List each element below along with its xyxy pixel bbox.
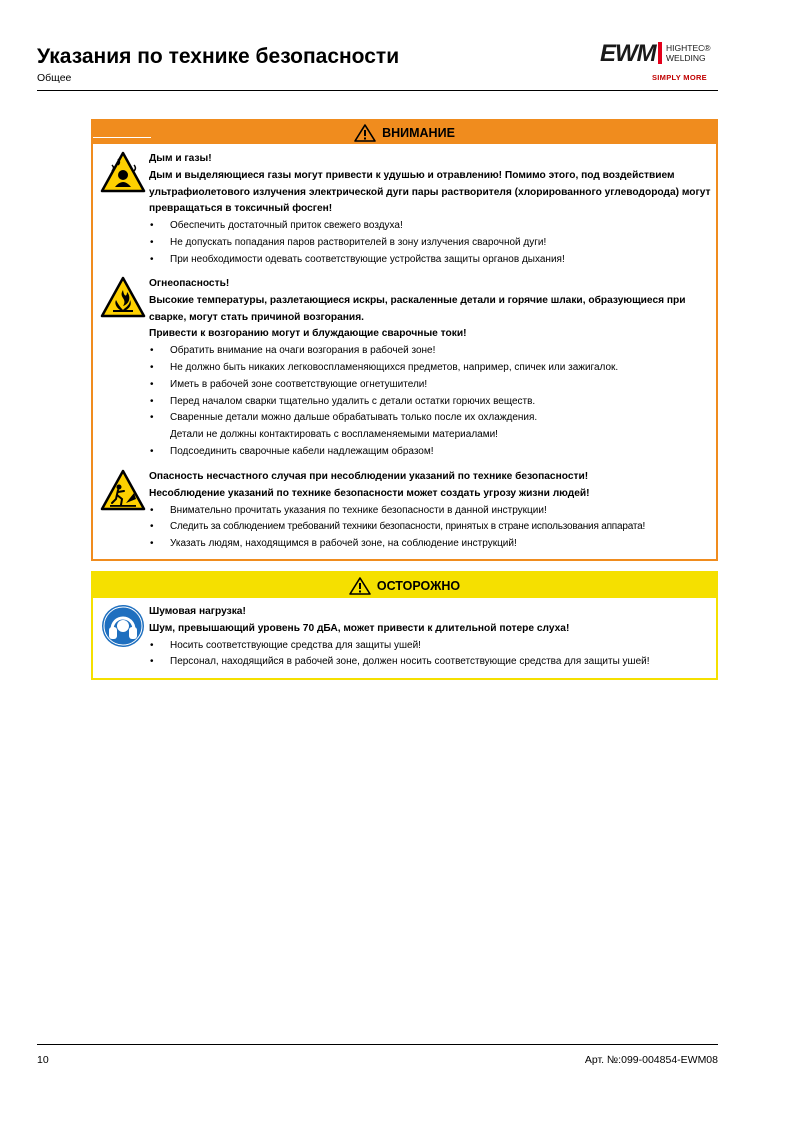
list-item: • Подсоединить сварочные кабели надлежащим образом! (149, 444, 712, 461)
heading-accent-line (93, 137, 151, 138)
logo-hightec: HIGHTEC® WELDING (666, 43, 711, 63)
page-number: 10 (37, 1054, 49, 1066)
page-title: Указания по технике безопасности (37, 45, 400, 68)
caution-triangle-icon (349, 577, 371, 595)
accident-danger-warning-icon (100, 469, 146, 511)
logo-divider (658, 42, 662, 64)
logo-brand: EWM (600, 40, 656, 67)
article-number: Арт. №:099-004854-EWM08 (584, 1054, 718, 1066)
caution-box (91, 571, 718, 680)
hazard-title: Шумовая нагрузка! (149, 606, 246, 617)
instruction-list (149, 638, 712, 672)
caution-heading (93, 573, 716, 598)
hazard-title: Дым и газы! (149, 153, 212, 164)
section-text (149, 276, 712, 461)
hazard-title: Опасность несчастного случая при несоблюдении указаний по технике безопасности! (149, 471, 589, 482)
list-item: • Носить соответствующие средства для защиты ушей! (149, 638, 712, 655)
list-item: • Перед началом сварки тщательно удалить с детали остатки горючих веществ. (149, 394, 712, 411)
hazard-description: Привести к возгоранию могут и блуждающие сварочные токи! (149, 328, 467, 340)
section-text (149, 604, 712, 671)
hazard-title: Огнеопасность! (149, 278, 230, 289)
list-item: • Не должно быть никаких легковоспламеняющихся предметов, например, спичек или зажигалок. (149, 360, 712, 377)
hazard-description: Дым и выделяющиеся газы могут привести к удушью и отравлению! Помимо этого, под воздействием ультрафиолетового излучения электрической дуги пары растворителя (хлорированного углеводорода) могут превращаться в токсичный фосген! (149, 169, 711, 215)
list-item: • Внимательно прочитать указания по технике безопасности в данной инструкции! (149, 503, 712, 520)
list-item: • Не допускать попадания паров растворителей в зону излучения сварочной дуги! (149, 235, 712, 252)
instruction-list (149, 503, 712, 553)
warning-heading (93, 121, 716, 144)
warning-box (91, 119, 718, 561)
list-item: • Сваренные детали можно дальше обрабатывать только после их охлаждения. Детали не должны контактировать с воспламеняемыми материалами! (149, 410, 570, 444)
hazard-description: Несоблюдение указаний по технике безопасности может создать угрозу жизни людей! (149, 487, 590, 499)
section-text (149, 151, 712, 269)
list-item: • Указать людям, находящимся в рабочей зоне, на соблюдение инструкций! (149, 536, 712, 553)
instruction-list (149, 218, 712, 268)
flammable-warning-icon (100, 276, 146, 318)
header-divider (37, 90, 718, 91)
instruction-list (149, 343, 712, 461)
list-item: • Иметь в рабочей зоне соответствующие огнетушители! (149, 377, 712, 394)
warning-triangle-icon (354, 124, 376, 142)
list-item: • Обеспечить достаточный приток свежего воздуха! (149, 218, 712, 235)
list-item: • Следить за соблюдением требований техники безопасности, принятых в стране использования аппарата! (149, 519, 712, 536)
section-text (149, 469, 712, 553)
ear-protection-icon (101, 604, 145, 648)
caution-heading-text: ОСТОРОЖНО (376, 578, 461, 593)
toxic-gas-warning-icon (100, 151, 146, 193)
page-subtitle: Общее (37, 72, 72, 84)
logo-tagline: SIMPLY MORE (652, 73, 707, 82)
hazard-description: Высокие температуры, разлетающиеся искры, раскаленные детали и горячие шлаки, образующиеся при сварке, могут стать причиной возгорания. (149, 294, 686, 323)
ewm-logo (600, 40, 718, 84)
list-item: • Персонал, находящийся в рабочей зоне, должен носить соответствующие средства для защиты ушей! (149, 654, 712, 671)
footer-divider (37, 1044, 718, 1045)
warning-heading-text: ВНИМАНИЕ (382, 125, 455, 140)
hazard-description: Шум, превышающий уровень 70 дБА, может привести к длительной потере слуха! (149, 622, 570, 634)
list-item: • При необходимости одевать соответствующие устройства защиты органов дыхания! (149, 252, 712, 269)
list-item: • Обратить внимание на очаги возгорания в рабочей зоне! (149, 343, 712, 360)
